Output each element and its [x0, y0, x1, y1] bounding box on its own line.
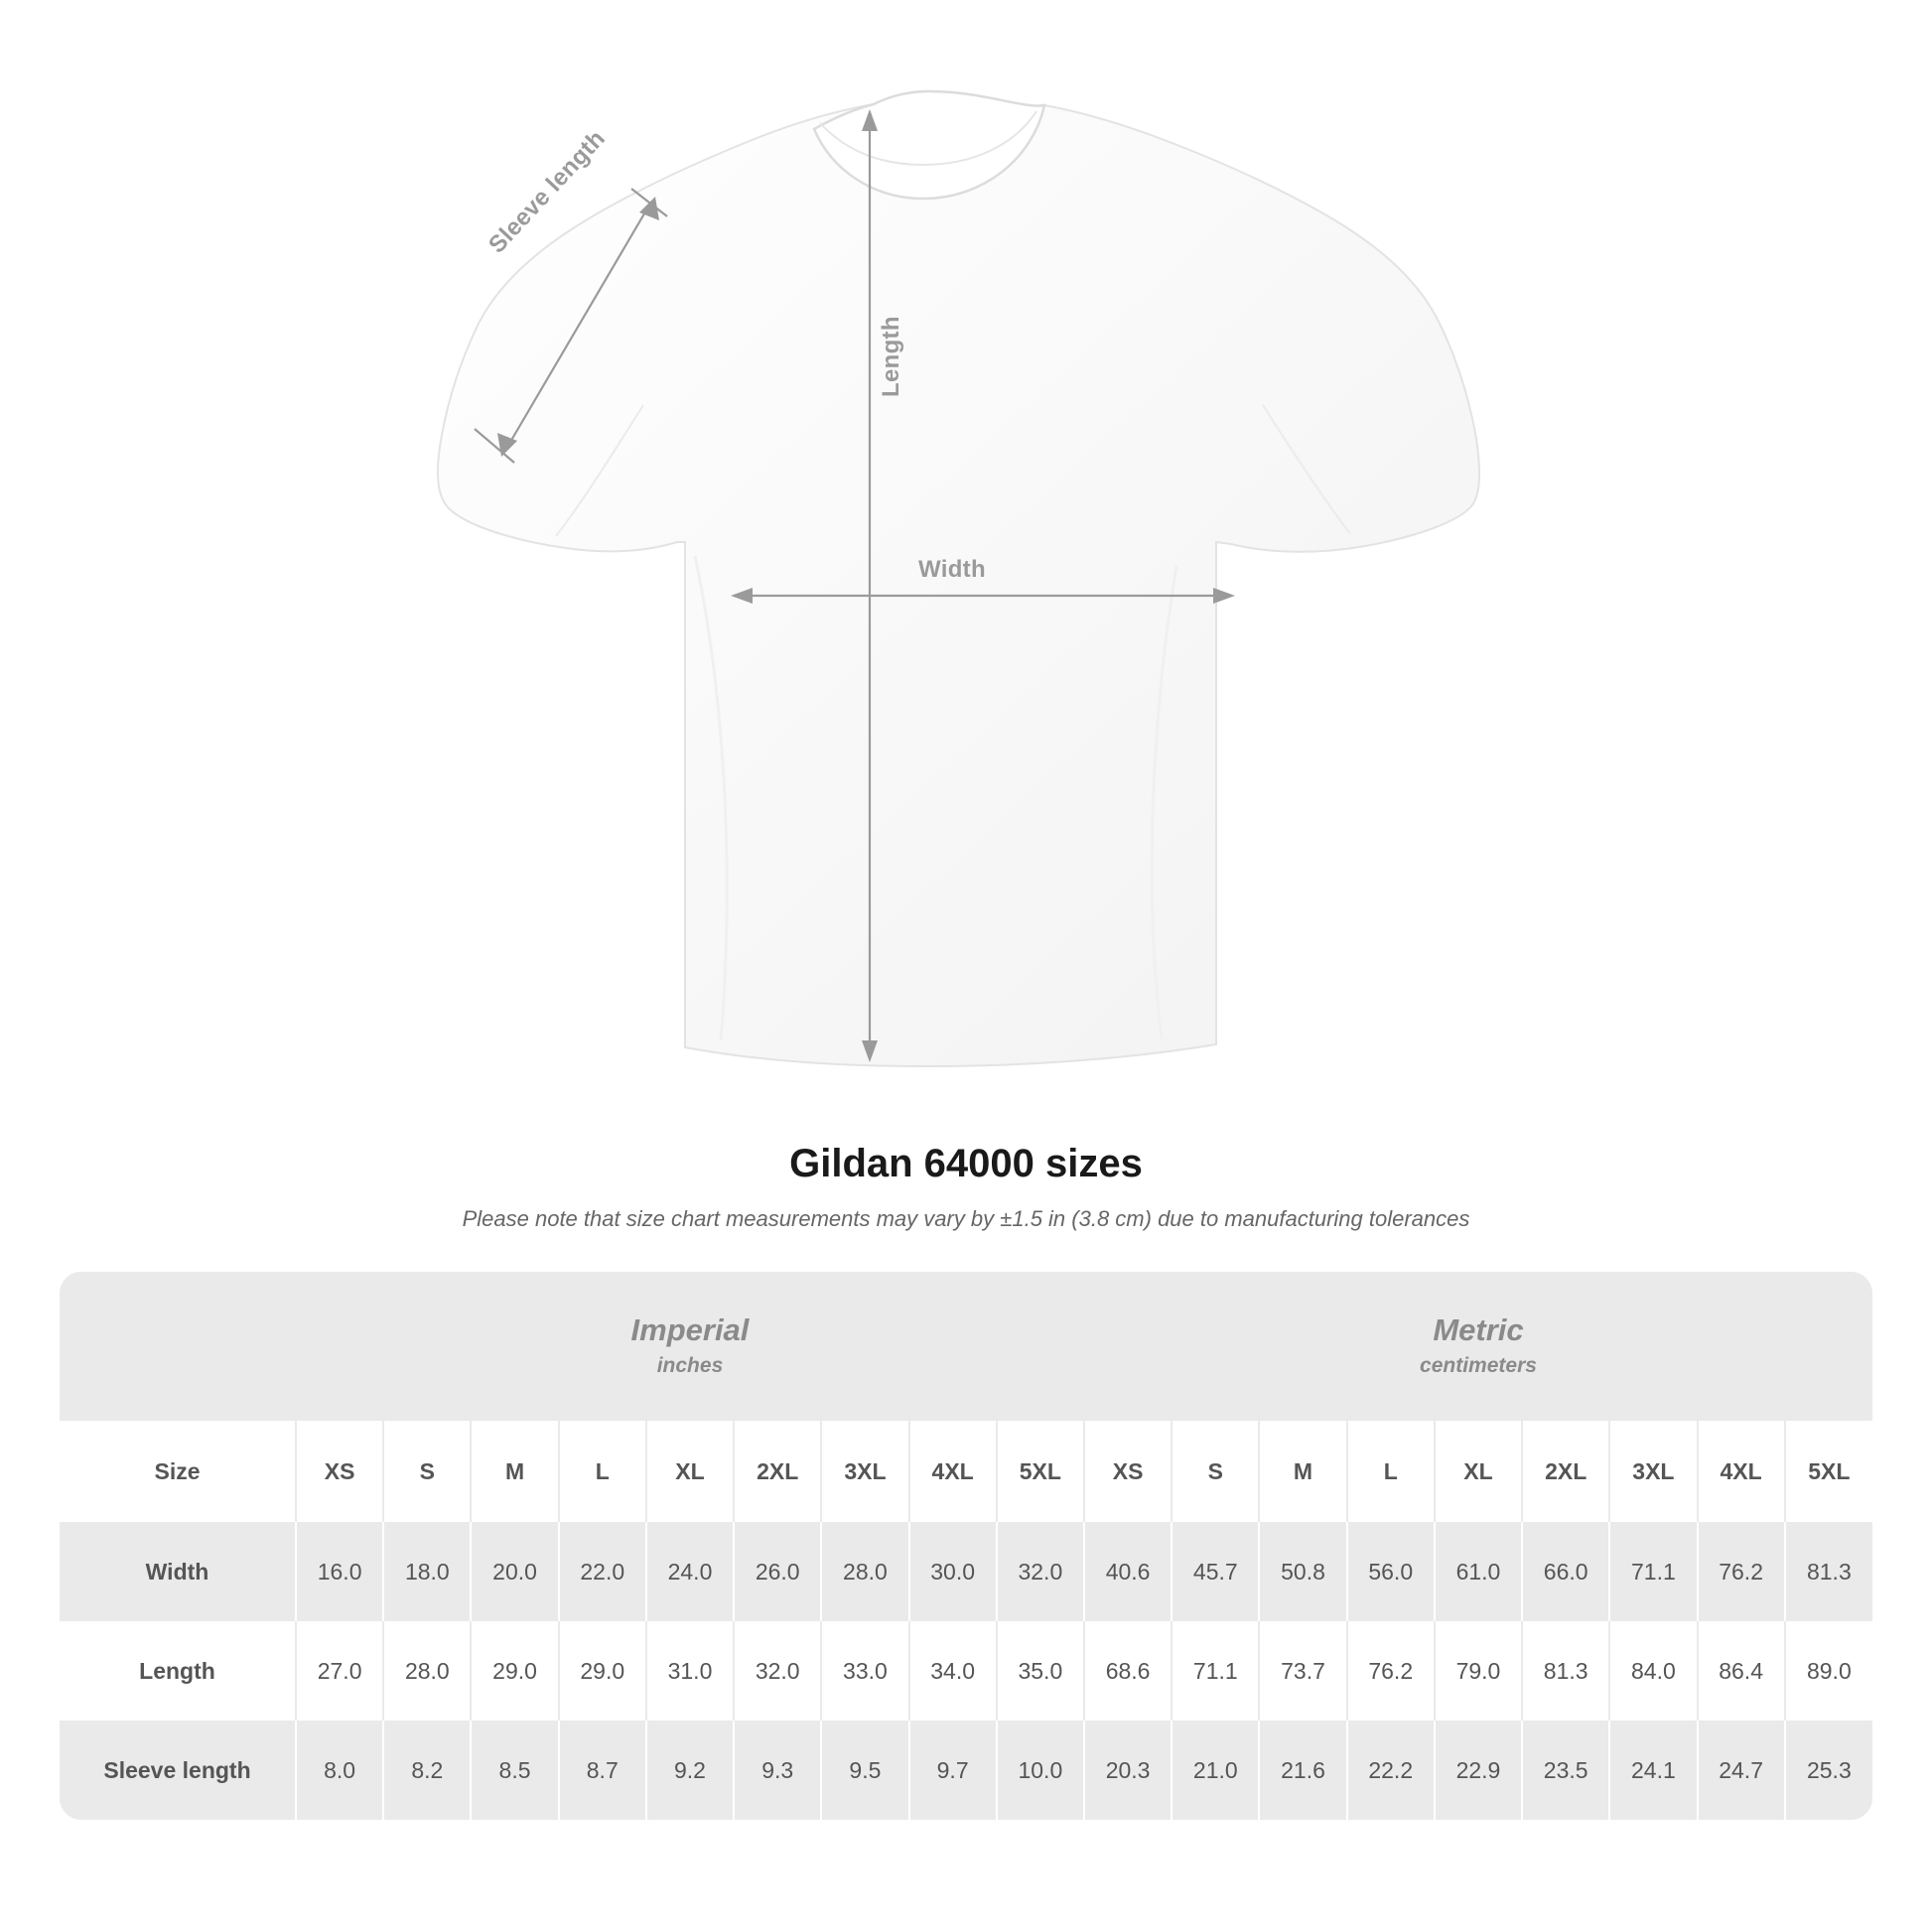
cell-width-1: 18.0: [383, 1522, 471, 1621]
size-col-17: 5XL: [1785, 1421, 1872, 1522]
unit-header-spacer: [60, 1272, 296, 1421]
size-col-8: 5XL: [997, 1421, 1084, 1522]
size-chart-table: [60, 1272, 1872, 1820]
width-dimension-label: Width: [918, 556, 986, 583]
size-col-7: 4XL: [909, 1421, 997, 1522]
unit-header-imperial: [296, 1272, 1084, 1421]
cell-length-1: 28.0: [383, 1621, 471, 1721]
title-block: [0, 1142, 1932, 1232]
cell-length-8: 35.0: [997, 1621, 1084, 1721]
table-row: [60, 1721, 1872, 1820]
cell-length-10: 71.1: [1172, 1621, 1259, 1721]
cell-length-16: 86.4: [1698, 1621, 1785, 1721]
size-col-1: S: [383, 1421, 471, 1522]
cell-sleeve-15: 24.1: [1609, 1721, 1697, 1820]
cell-width-15: 71.1: [1609, 1522, 1697, 1621]
size-col-4: XL: [646, 1421, 734, 1522]
size-col-5: 2XL: [734, 1421, 821, 1522]
cell-width-5: 26.0: [734, 1522, 821, 1621]
unit-sub-metric: centimeters: [1420, 1353, 1537, 1377]
size-col-10: S: [1172, 1421, 1259, 1522]
row-label-length: Length: [60, 1621, 296, 1721]
page-subtitle: Please note that size chart measurements may vary by ±1.5 in (3.8 cm) due to manufacturing tolerances: [462, 1206, 1470, 1231]
unit-sub-imperial: inches: [656, 1353, 724, 1377]
size-col-3: L: [559, 1421, 646, 1522]
cell-width-10: 45.7: [1172, 1522, 1259, 1621]
cell-sleeve-11: 21.6: [1259, 1721, 1346, 1820]
cell-sleeve-17: 25.3: [1785, 1721, 1872, 1820]
size-col-12: L: [1347, 1421, 1435, 1522]
size-col-14: 2XL: [1522, 1421, 1609, 1522]
cell-sleeve-12: 22.2: [1347, 1721, 1435, 1820]
cell-width-4: 24.0: [646, 1522, 734, 1621]
row-label-sleeve-length: Sleeve length: [60, 1721, 296, 1820]
cell-length-14: 81.3: [1522, 1621, 1609, 1721]
cell-length-7: 34.0: [909, 1621, 997, 1721]
cell-sleeve-6: 9.5: [821, 1721, 908, 1820]
cell-length-2: 29.0: [471, 1621, 558, 1721]
size-col-6: 3XL: [821, 1421, 908, 1522]
cell-length-12: 76.2: [1347, 1621, 1435, 1721]
cell-sleeve-7: 9.7: [909, 1721, 997, 1820]
size-chart-table-wrapper: [60, 1272, 1872, 1820]
cell-length-6: 33.0: [821, 1621, 908, 1721]
cell-sleeve-8: 10.0: [997, 1721, 1084, 1820]
cell-width-0: 16.0: [296, 1522, 383, 1621]
unit-header-metric: [1084, 1272, 1872, 1421]
cell-width-3: 22.0: [559, 1522, 646, 1621]
cell-length-13: 79.0: [1435, 1621, 1522, 1721]
cell-width-7: 30.0: [909, 1522, 997, 1621]
size-col-2: M: [471, 1421, 558, 1522]
cell-length-9: 68.6: [1084, 1621, 1172, 1721]
table-row: [60, 1621, 1872, 1721]
cell-length-5: 32.0: [734, 1621, 821, 1721]
table-row: [60, 1522, 1872, 1621]
unit-header-row: [60, 1272, 1872, 1421]
cell-length-11: 73.7: [1259, 1621, 1346, 1721]
cell-sleeve-0: 8.0: [296, 1721, 383, 1820]
size-col-16: 4XL: [1698, 1421, 1785, 1522]
cell-width-2: 20.0: [471, 1522, 558, 1621]
unit-name-metric: Metric: [1433, 1311, 1524, 1347]
cell-sleeve-5: 9.3: [734, 1721, 821, 1820]
page-title: Gildan 64000 sizes: [789, 1142, 1143, 1185]
unit-name-imperial: Imperial: [630, 1311, 750, 1347]
cell-width-8: 32.0: [997, 1522, 1084, 1621]
row-label-width: Width: [60, 1522, 296, 1621]
cell-sleeve-10: 21.0: [1172, 1721, 1259, 1820]
cell-sleeve-3: 8.7: [559, 1721, 646, 1820]
cell-sleeve-2: 8.5: [471, 1721, 558, 1820]
length-dimension-label: Length: [878, 316, 904, 397]
cell-sleeve-1: 8.2: [383, 1721, 471, 1820]
sleeve-length-dimension-label: Sleeve length: [483, 124, 611, 259]
cell-width-17: 81.3: [1785, 1522, 1872, 1621]
cell-width-6: 28.0: [821, 1522, 908, 1621]
cell-width-16: 76.2: [1698, 1522, 1785, 1621]
cell-sleeve-13: 22.9: [1435, 1721, 1522, 1820]
cell-width-9: 40.6: [1084, 1522, 1172, 1621]
cell-length-15: 84.0: [1609, 1621, 1697, 1721]
cell-length-17: 89.0: [1785, 1621, 1872, 1721]
cell-sleeve-16: 24.7: [1698, 1721, 1785, 1820]
cell-width-11: 50.8: [1259, 1522, 1346, 1621]
cell-length-4: 31.0: [646, 1621, 734, 1721]
size-col-11: M: [1259, 1421, 1346, 1522]
cell-sleeve-9: 20.3: [1084, 1721, 1172, 1820]
cell-width-14: 66.0: [1522, 1522, 1609, 1621]
size-col-13: XL: [1435, 1421, 1522, 1522]
size-col-0: XS: [296, 1421, 383, 1522]
cell-width-12: 56.0: [1347, 1522, 1435, 1621]
cell-length-0: 27.0: [296, 1621, 383, 1721]
size-col-9: XS: [1084, 1421, 1172, 1522]
size-col-15: 3XL: [1609, 1421, 1697, 1522]
cell-sleeve-4: 9.2: [646, 1721, 734, 1820]
cell-length-3: 29.0: [559, 1621, 646, 1721]
size-header-row: [60, 1421, 1872, 1522]
row-header-size: Size: [60, 1421, 296, 1522]
cell-width-13: 61.0: [1435, 1522, 1522, 1621]
cell-sleeve-14: 23.5: [1522, 1721, 1609, 1820]
